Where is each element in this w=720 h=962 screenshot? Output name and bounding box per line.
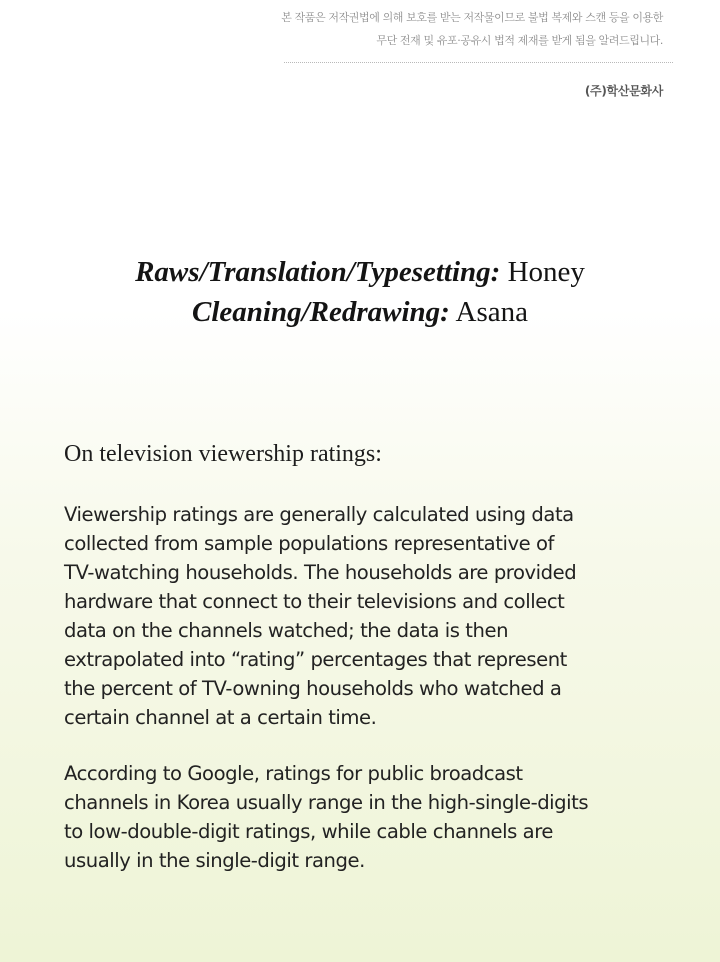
credit-name-translation: Honey xyxy=(507,256,585,288)
credit-line-translation xyxy=(0,252,720,292)
note-line: channels in Korea usually range in the high-single-digits xyxy=(64,791,589,814)
note-paragraph-korea-ratings xyxy=(64,759,664,875)
credit-name-cleaning: Asana xyxy=(455,296,528,328)
note-line: usually in the single-digit range. xyxy=(64,849,365,872)
credit-role-cleaning: Cleaning/Redrawing: xyxy=(192,296,450,328)
dotted-divider xyxy=(284,62,673,63)
note-line: to low-double-digit ratings, while cable channels are xyxy=(64,820,554,843)
publisher-name: (주)학산문화사 xyxy=(584,84,663,98)
note-paragraph-ratings-method xyxy=(64,500,664,732)
note-line: According to Google, ratings for public broadcast xyxy=(64,762,523,785)
copyright-notice xyxy=(243,6,663,52)
note-line: hardware that connect to their televisions and collect xyxy=(64,590,565,613)
credits-block xyxy=(0,252,720,332)
note-line: TV-watching households. The households are provided xyxy=(64,561,577,584)
note-line: collected from sample populations representative of xyxy=(64,532,554,555)
copyright-notice-line-2: 무단 전재 및 유포·공유시 법적 제재를 받게 됨을 알려드립니다. xyxy=(376,34,663,47)
copyright-notice-line-1: 본 작품은 저작권법에 의해 보호를 받는 저작물이므로 불법 복제와 스캔 등을 이용한 xyxy=(281,11,663,24)
note-line: Viewership ratings are generally calculated using data xyxy=(64,503,574,526)
note-line: data on the channels watched; the data is then xyxy=(64,619,509,642)
note-line: the percent of TV-owning households who watched a xyxy=(64,677,562,700)
note-line: extrapolated into “rating” percentages that represent xyxy=(64,648,567,671)
notes-heading: On television viewership ratings: xyxy=(64,441,382,467)
note-line: certain channel at a certain time. xyxy=(64,706,377,729)
credit-line-cleaning xyxy=(0,292,720,332)
credit-role-translation: Raws/Translation/Typesetting: xyxy=(135,256,501,288)
